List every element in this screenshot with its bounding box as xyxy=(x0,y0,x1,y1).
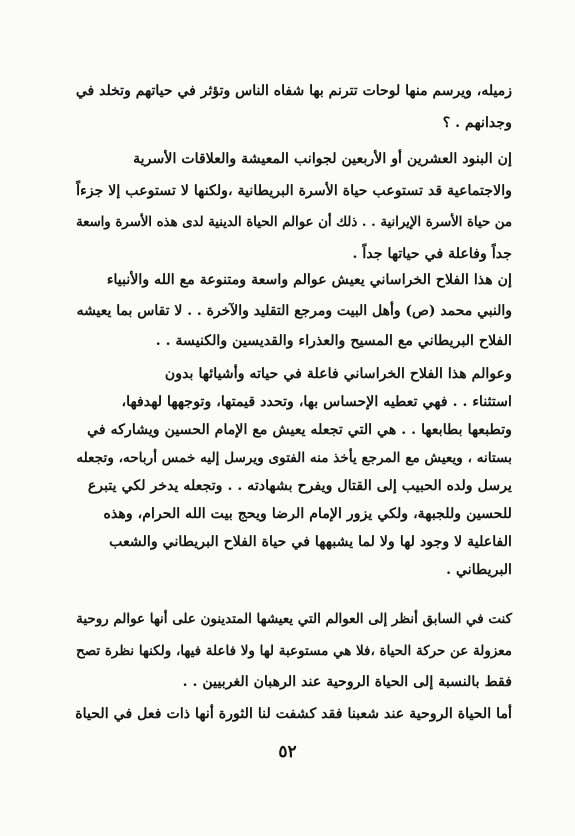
text-line: أما الحياة الروحية عند شعبنا فقد كشفت لنا الثورة أنها ذات فعل في الحياة xyxy=(75,706,512,722)
text-line: إن البنود العشرين أو الأربعين لجوانب المعيشة والعلاقات الأسرية xyxy=(133,151,512,167)
text-line: معزولة عن حركة الحياة ،فلا هي مستوعبة لها ولا فاعلة فيها، ولكنها نظرة تصح xyxy=(76,642,512,659)
page-number: ٥٢ xyxy=(278,742,297,762)
text-line: الفلاح البريطاني مع المسيح والعذراء والقديسين والكنيسة . . xyxy=(155,333,512,349)
text-line: والاجتماعية قد تستوعب حياة الأسرة البريطانية ،ولكنها لا تستوعب إلا جزءاً xyxy=(76,182,512,199)
text-line: فقط بالنسبة إلى الحياة الروحية عند الرهبان الغربيين . . xyxy=(182,674,512,690)
text-line: من حياة الأسرة الإيرانية . . ذلك أن عوالم الحياة الدينية لدى هذه الأسرة واسعة xyxy=(75,215,512,230)
paragraph-1 xyxy=(72,76,512,139)
text-line: كنت في السابق أنظر إلى العوالم التي يعيشها المتدينون على أنها عوالم روحية xyxy=(76,611,512,627)
text-line: يرسل ولده الحبيب إلى القتال ويفرح بشهادته . . وتجعله يدخر لكي يتبرع xyxy=(87,478,512,494)
paragraph-6 xyxy=(72,699,512,731)
paragraph-3 xyxy=(72,265,512,357)
text-line: الفاعلية لا وجود لها ولا لما يشبهها في حياة الفلاح البريطاني والشعب xyxy=(109,534,512,550)
text-line: استثناء . . فهي تعطيه الإحساس بها، وتحدد قيمتها، وتوجهها لهدفها، xyxy=(121,394,512,410)
text-line: إن هذا الفلاح الخراساني يعيش عوالم واسعة ومتنوعة مع الله والأنبياء xyxy=(106,272,512,288)
text-line: والنبي محمد (ص) وأهل البيت ومرجع التقليد والآخرة . . لا تقاس بما يعيشه xyxy=(76,302,512,319)
text-line: وجدانهم . ؟ xyxy=(442,114,512,131)
text-line: زميله، ويرسم منها لوحات تترنم بها شفاه الناس وتؤثر في حياتهم وتخلد في xyxy=(75,83,512,99)
paragraph-5 xyxy=(72,604,512,699)
text-line: بستانه ، ويعيش مع المرجع يأخذ منه الفتوى ويرسل إليه خمس أرباحه، وتجعله xyxy=(76,450,512,466)
text-line: للحسين وللجبهة، ولكي يزور الإمام الرضا ويحج بيت الله الحرام، وهذه xyxy=(103,506,512,522)
text-line: جداً وفاعلة في حياتها جداً . xyxy=(352,245,512,262)
paragraph-4 xyxy=(72,360,512,584)
text-line: وتطبعها بطابعها . . هي التي تجعله يعيش مع الإمام الحسين ويشاركه في xyxy=(87,422,512,438)
text-line: وعوالم هذا الفلاح الخراساني فاعلة في حياته وأشيائها بدون xyxy=(164,366,512,382)
text-line: البريطاني . xyxy=(446,562,512,578)
paragraph-2 xyxy=(72,144,512,270)
